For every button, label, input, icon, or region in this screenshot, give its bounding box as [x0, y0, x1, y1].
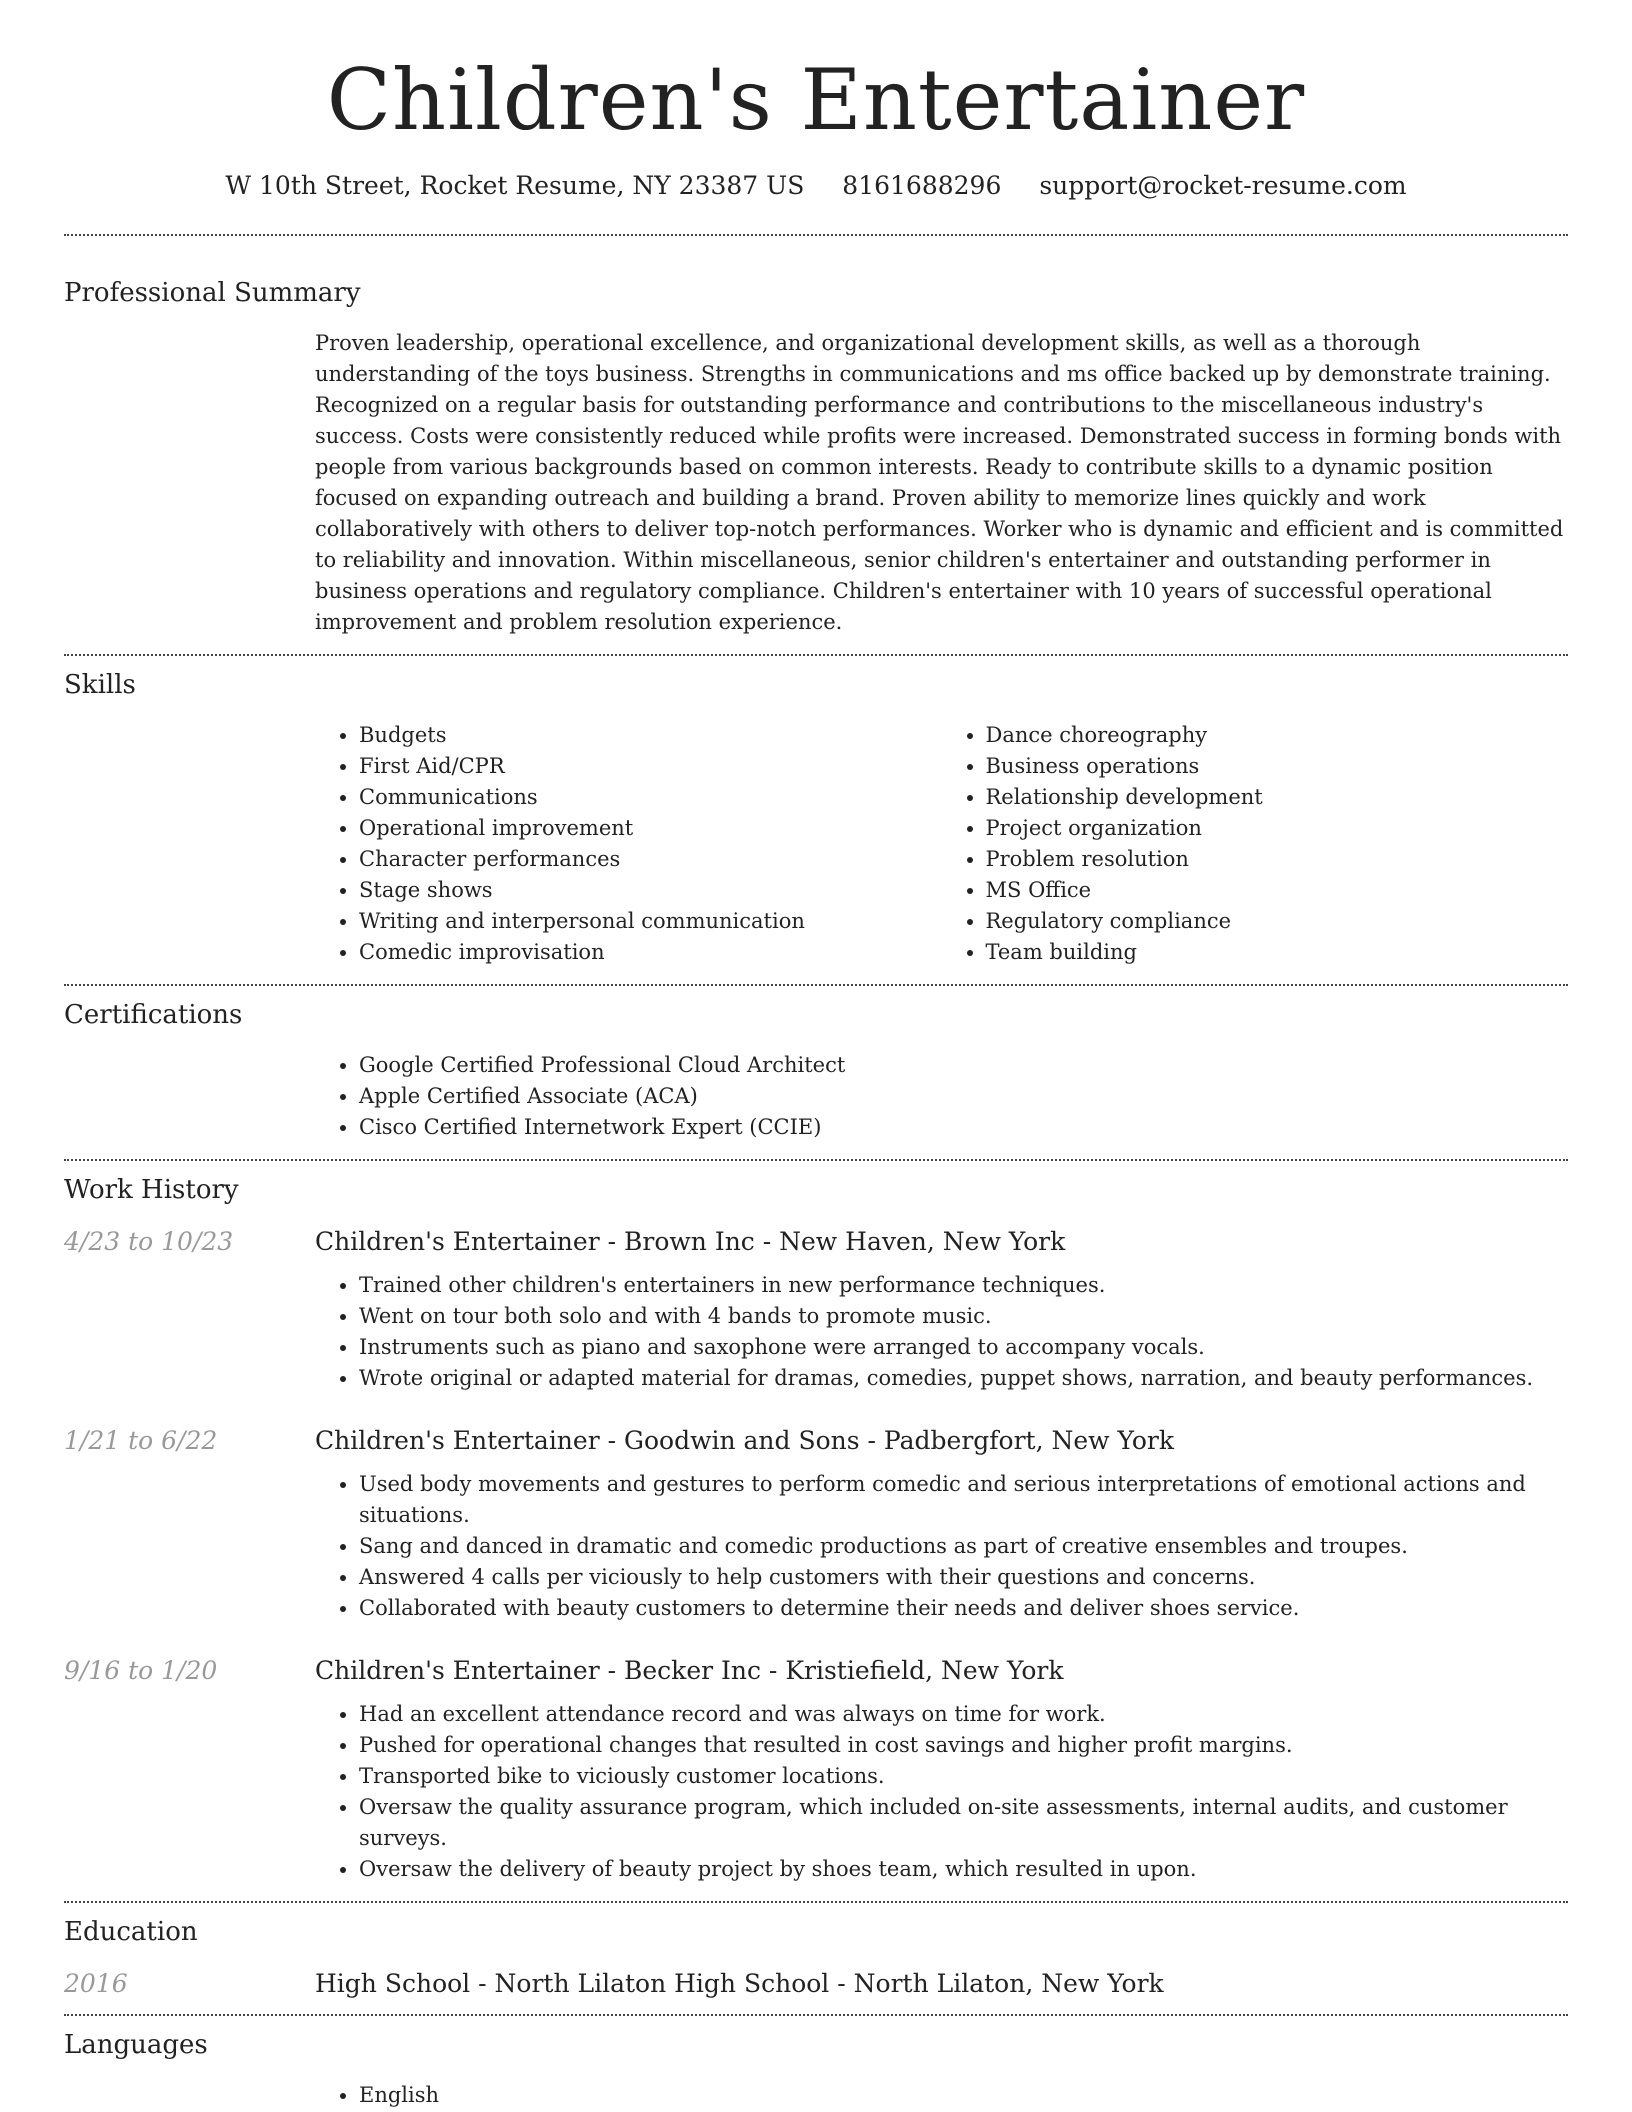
job-bullets [315, 1469, 1568, 1624]
job-date: 9/16 to 1/20 [64, 1655, 218, 1685]
skill-item: • Relationship development [986, 782, 1569, 813]
certification-item: • Apple Certified Associate (ACA) [359, 1081, 1568, 1112]
job-bullet: • Went on tour both solo and with 4 bands to promote music. [359, 1301, 1568, 1332]
job-bullet: • Answered 4 calls per viciously to help customers with their questions and concerns. [359, 1562, 1568, 1593]
job-bullet: • Oversaw the quality assurance program, which included on-site assessments, internal audits, and customer surveys. [359, 1792, 1568, 1854]
job-date: 4/23 to 10/23 [64, 1226, 234, 1256]
contact-address: W 10th Street, Rocket Resume, NY 23387 US [225, 170, 805, 200]
job-entry [64, 1227, 1568, 1394]
job-bullets [315, 1699, 1568, 1885]
contact-phone: 8161688296 [842, 170, 1002, 200]
section-work-history [0, 1161, 1632, 1885]
job-header [64, 1426, 1568, 1455]
job-bullet: • Used body movements and gestures to perform comedic and serious interpretations of emotional actions and situations. [359, 1469, 1568, 1531]
section-title-languages: Languages [64, 2029, 208, 2060]
job-title: Children's Entertainer - Goodwin and Sons - Padbergfort, New York [315, 1425, 1174, 1455]
contact-line [0, 171, 1632, 200]
section-skills [0, 656, 1632, 968]
skill-item: • Budgets [359, 720, 942, 751]
skill-item: • Problem resolution [986, 844, 1569, 875]
skill-item: • Stage shows [359, 875, 942, 906]
skill-item: • Dance choreography [986, 720, 1569, 751]
job-title: Children's Entertainer - Brown Inc - New Haven, New York [315, 1226, 1066, 1256]
section-certifications [0, 986, 1632, 1143]
job-bullet: • Had an excellent attendance record and was always on time for work. [359, 1699, 1568, 1730]
skill-item: • Regulatory compliance [986, 906, 1569, 937]
education-title: High School - North Lilaton High School - North Lilaton, New York [315, 1968, 1164, 1998]
skill-item: • Writing and interpersonal communication [359, 906, 942, 937]
skill-item: • Communications [359, 782, 942, 813]
job-title: Children's Entertainer - Becker Inc - Kristiefield, New York [315, 1655, 1064, 1685]
job-bullet: • Trained other children's entertainers in new performance techniques. [359, 1270, 1568, 1301]
section-title-work: Work History [64, 1174, 239, 1205]
job-bullet: • Instruments such as piano and saxophone were arranged to accompany vocals. [359, 1332, 1568, 1363]
section-title-summary: Professional Summary [64, 277, 361, 308]
language-item: • English [359, 2080, 1568, 2111]
job-body [315, 1270, 1568, 1394]
job-entry [64, 1426, 1568, 1624]
skills-list-left [315, 720, 942, 968]
skill-item: • Comedic improvisation [359, 937, 942, 968]
section-summary [0, 236, 1632, 638]
languages-list [315, 2080, 1568, 2111]
section-education [0, 1903, 1632, 1998]
job-bullet: • Oversaw the delivery of beauty project by shoes team, which resulted in upon. [359, 1854, 1568, 1885]
summary-text: Proven leadership, operational excellence, and organizational development skills, as well as a thorough understanding of the toys business. Strengths in communications and ms office backed up by demonstrate training. Recognized on a regular basis for outstanding performance and contributions to the miscellaneous industry's success. Costs were consistently reduced while profits were increased. Demonstrated success in forming bonds with people from various backgrounds based on common interests. Ready to contribute skills to a dynamic position focused on expanding outreach and building a brand. Proven ability to memorize lines quickly and work collaboratively with others to deliver top-notch performances. Worker who is dynamic and efficient and is committed to reliability and innovation. Within miscellaneous, senior children's entertainer and outstanding performer in business operations and regulatory compliance. Children's entertainer with 10 years of successful operational improvement and problem resolution experience. [315, 330, 1564, 634]
resume-name: Children's Entertainer [326, 51, 1306, 149]
skill-item: • Project organization [986, 813, 1569, 844]
skills-list-right [942, 720, 1569, 968]
certification-item: • Google Certified Professional Cloud Architect [359, 1050, 1568, 1081]
languages-body [315, 2080, 1568, 2111]
job-header [64, 1656, 1568, 1685]
skill-item: • Operational improvement [359, 813, 942, 844]
section-languages [0, 2016, 1632, 2111]
job-bullet: • Wrote original or adapted material for dramas, comedies, puppet shows, narration, and beauty performances. [359, 1363, 1568, 1394]
job-bullet: • Pushed for operational changes that resulted in cost savings and higher profit margins. [359, 1730, 1568, 1761]
section-title-education: Education [64, 1916, 198, 1947]
skill-item: • Team building [986, 937, 1569, 968]
skill-item: • Business operations [986, 751, 1569, 782]
contact-email: support@rocket-resume.com [1039, 170, 1407, 200]
certifications-list [315, 1050, 1568, 1143]
skill-item: • Character performances [359, 844, 942, 875]
job-date: 1/21 to 6/22 [64, 1425, 218, 1455]
job-entry [64, 1656, 1568, 1885]
job-bullet: • Transported bike to viciously customer locations. [359, 1761, 1568, 1792]
job-bullets [315, 1270, 1568, 1394]
job-body [315, 1699, 1568, 1885]
education-date: 2016 [64, 1968, 128, 1998]
job-header [64, 1227, 1568, 1256]
section-title-skills: Skills [64, 669, 136, 700]
job-bullet: • Sang and danced in dramatic and comedic productions as part of creative ensembles and troupes. [359, 1531, 1568, 1562]
section-title-certifications: Certifications [64, 999, 243, 1030]
certifications-body [315, 1050, 1568, 1143]
job-bullet: • Collaborated with beauty customers to determine their needs and deliver shoes service. [359, 1593, 1568, 1624]
skill-item: • First Aid/CPR [359, 751, 942, 782]
certification-item: • Cisco Certified Internetwork Expert (CCIE) [359, 1112, 1568, 1143]
education-entry [64, 1969, 1568, 1998]
skills-grid [315, 720, 1568, 968]
skill-item: • MS Office [986, 875, 1569, 906]
job-body [315, 1469, 1568, 1624]
